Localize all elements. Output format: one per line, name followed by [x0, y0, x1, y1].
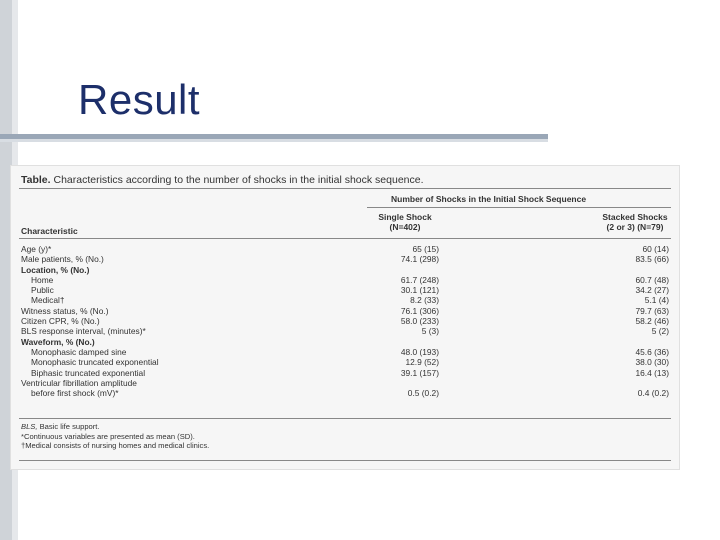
- header-rule: [19, 238, 671, 239]
- single-shock-value: 65 (15): [412, 244, 439, 254]
- row-label: before first shock (mV)*: [31, 388, 119, 399]
- stacked-shocks-value: 0.4 (0.2): [637, 388, 669, 399]
- single-shock-value: 76.1 (306): [400, 305, 439, 316]
- single-shock-value: 30.1 (121): [400, 285, 439, 296]
- table-row: [11, 254, 679, 264]
- title-underline-shadow: [0, 139, 548, 142]
- footnote-2: †Medical consists of nursing homes and medical clinics.: [21, 441, 210, 451]
- row-label: Citizen CPR, % (No.): [21, 316, 100, 327]
- row-label: Age (y)*: [21, 244, 52, 254]
- group-header-rule: [367, 207, 671, 208]
- row-label: Medical†: [31, 295, 65, 306]
- slide-title: Result: [78, 76, 201, 123]
- single-shock-value: 61.7 (248): [400, 274, 439, 285]
- table-row: [11, 316, 679, 326]
- single-shock-value: 74.1 (298): [400, 254, 439, 265]
- row-label: Ventricular fibrillation amplitude: [21, 377, 137, 388]
- single-shock-value: 8.2 (33): [410, 295, 439, 306]
- row-label: Witness status, % (No.): [21, 305, 109, 316]
- row-label: Monophasic damped sine: [31, 346, 127, 357]
- footnote-1: *Continuous variables are presented as mean (SD).: [21, 431, 195, 441]
- bottom-rule: [19, 460, 671, 461]
- row-label: Male patients, % (No.): [21, 254, 104, 265]
- col1-header-line2: (N=402): [389, 222, 421, 232]
- row-label: Biphasic truncated exponential: [31, 367, 146, 378]
- single-shock-value: 39.1 (157): [400, 367, 439, 378]
- table-footnotes: [21, 422, 209, 451]
- single-shock-value: 48.0 (193): [400, 346, 439, 357]
- table-row: [11, 285, 679, 295]
- body-bottom-rule: [19, 418, 671, 419]
- stacked-shocks-value: 58.2 (46): [635, 316, 669, 327]
- table-row: [11, 347, 679, 357]
- row-label: Home: [31, 274, 54, 285]
- stacked-shocks-value: 45.6 (36): [635, 346, 669, 357]
- stacked-shocks-value: 5 (2): [651, 326, 669, 337]
- single-shock-value: 0.5 (0.2): [407, 388, 439, 399]
- table-row: [11, 368, 679, 378]
- table-row: [11, 378, 679, 388]
- table-row: [11, 357, 679, 367]
- table-row: [11, 275, 679, 285]
- table-caption-text: Characteristics according to the number of shocks in the initial shock sequence.: [53, 174, 424, 186]
- stacked-shocks-value: 60 (14): [642, 244, 669, 254]
- table-body: [11, 244, 679, 398]
- single-shock-value: 58.0 (233): [400, 316, 439, 327]
- stacked-shocks-value: 38.0 (30): [635, 357, 669, 368]
- table-row: [11, 244, 679, 254]
- stacked-shocks-value: 5.1 (4): [644, 295, 669, 306]
- table-row: [11, 388, 679, 398]
- top-rule: [19, 188, 671, 189]
- row-group-label: Location, % (No.): [21, 264, 90, 275]
- single-shock-value: 12.9 (52): [405, 357, 439, 368]
- group-header: Number of Shocks in the Initial Shock Sequence: [391, 194, 587, 204]
- col2-header: [587, 212, 683, 232]
- stacked-shocks-value: 60.7 (48): [635, 274, 669, 285]
- col2-header-line1: Stacked Shocks: [602, 212, 668, 222]
- stacked-shocks-value: 16.4 (13): [635, 367, 669, 378]
- col1-header-line1: Single Shock: [378, 212, 432, 222]
- table-row: [11, 337, 679, 347]
- row-group-label: Waveform, % (No.): [21, 336, 95, 347]
- col1-header: [363, 212, 447, 232]
- table-caption-label: Table.: [21, 174, 51, 186]
- table-row: [11, 295, 679, 305]
- table-caption: [21, 174, 424, 186]
- row-label: Public: [31, 285, 54, 296]
- table-row: [11, 265, 679, 275]
- row-label: BLS response interval, (minutes)*: [21, 326, 146, 337]
- results-table: [10, 165, 680, 470]
- footnote-abbreviation: [21, 422, 209, 432]
- stacked-shocks-value: 34.2 (27): [635, 285, 669, 296]
- footnote-abbr-text: Basic life support.: [39, 422, 100, 431]
- stacked-shocks-value: 79.7 (63): [635, 305, 669, 316]
- characteristic-header: Characteristic: [21, 226, 78, 236]
- row-label: Monophasic truncated exponential: [31, 357, 159, 368]
- col2-header-line2: (2 or 3) (N=79): [606, 222, 664, 232]
- single-shock-value: 5 (3): [421, 326, 439, 337]
- stacked-shocks-value: 83.5 (66): [635, 254, 669, 265]
- table-row: [11, 326, 679, 336]
- table-row: [11, 306, 679, 316]
- footnote-abbr: BLS,: [21, 422, 38, 431]
